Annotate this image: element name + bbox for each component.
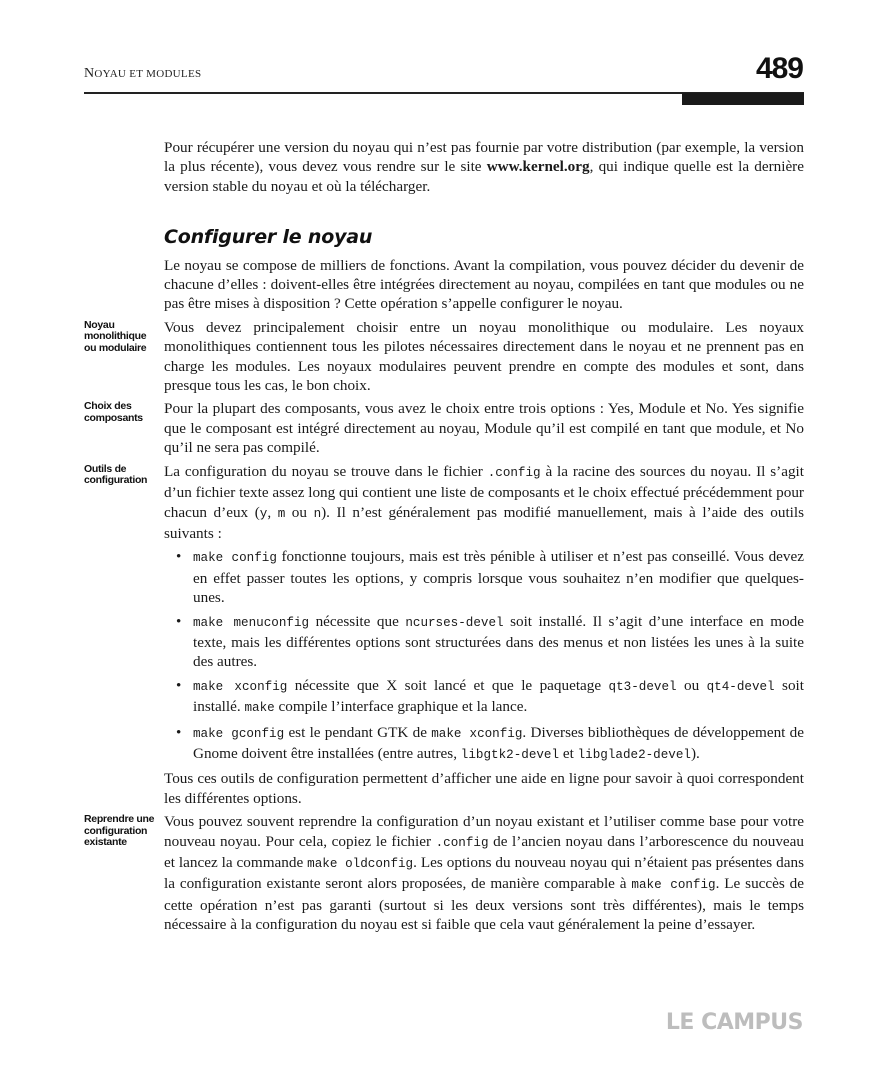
section-title: Configurer le noyau — [164, 226, 373, 249]
kernel-url: www.kernel.org — [486, 158, 590, 176]
margin-note-monolithique: Noyau monolithique ou modulaire — [84, 318, 147, 354]
block-monolithique — [84, 318, 804, 396]
intro-text-2: , qui indique quelle est la dernière version stable du noyau et où la télécharger. — [164, 158, 804, 195]
running-head-rest: OYAU ET MODULES — [94, 68, 202, 80]
block-choix — [84, 399, 804, 457]
paragraph-reprendre: Vous pouvez souvent reprendre la configuration d’un noyau existant et l’utiliser comme base pour votre nouveau noyau. Pour cela, copiez le fichier .config de l’ancien noyau dans l’arborescence du nouveau et lancez la commande make oldconfig. Les options du nouveau noyau qui n’étaient pas présentes dans la configuration existante seront alors proposées, de manière comparable à make config. Le succès de cette opération n’est pas garanti (surtout si les deux versions sont très différentes), mais le temps nécessaire à la configuration du noyau est si faible que cela vaut généralement la peine d’essayer. — [164, 813, 804, 934]
publisher-logo: LE CAMPUS — [665, 1010, 803, 1035]
section-paragraph-1: Le noyau se compose de milliers de fonctions. Avant la compilation, vous pouvez décider du devenir de chacune d’elles : doivent-elles être intégrées directement au noyau, compilées en tant que modules ou ne pas être mises à disposition ? Cette opération s’appelle configurer le noyau. — [164, 256, 804, 313]
bullet-icon: • — [176, 548, 182, 566]
page-body — [84, 138, 805, 935]
header-rule-block — [682, 93, 804, 105]
paragraph-tous: Tous ces outils de configuration permettent d’afficher une aide en ligne pour savoir à quoi correspondent les différentes options. — [164, 770, 804, 807]
block-outils — [84, 462, 805, 544]
paragraph-monolithique: Vous devez principalement choisir entre un noyau monolithique ou modulaire. Les noyaux monolithiques contiennent tous les pilotes nécessaires directement dans le noyau et ne prennent pas en charge les modules. Les noyaux modulaires peuvent prendre en compte des modules et sont, dans presque tous les cas, le bon choix. — [164, 318, 804, 395]
tools-list — [164, 547, 804, 765]
page-number: 489 — [755, 52, 803, 85]
margin-note-choix: Choix des composants — [84, 400, 143, 424]
bullet-icon: • — [176, 723, 182, 741]
running-head — [84, 66, 201, 82]
list-item: • make xconfig nécessite que X soit lancé et que le paquetage qt3-devel ou qt4-devel soit installé. make compile l’interface graphique et la lance. — [176, 676, 804, 716]
bullet-icon: • — [176, 676, 182, 694]
list-item: • make config fonctionne toujours, mais est très pénible à utiliser et n’est pas conseillé. Vous devez en effet passer toutes les options, y compris lorsque vous souhaitez n’en modifier que quelques-unes. — [176, 548, 804, 607]
margin-note-outils: Outils de configuration — [84, 462, 148, 487]
running-head-initial: N — [84, 66, 95, 81]
margin-note-reprendre: Reprendre une configuration existante — [84, 813, 155, 849]
intro-paragraph — [164, 138, 804, 196]
paragraph-outils: La configuration du noyau se trouve dans le fichier .config à la racine des sources du noyau. Il s’agit d’un fichier texte assez long qui contient une liste de composants et le choix effectué précédemment pour chacun d’eux (y, m ou n). Il n’est généralement pas modifié manuellement, mais à l’aide des outils suivants : — [164, 462, 805, 542]
paragraph-choix: Pour la plupart des composants, vous avez le choix entre trois options : Yes, Module et No. Yes signifie que le composant est intégré directement au noyau, Module qu’il est compilé en tant que module, et No qu’il ne sera pas compilé. — [164, 400, 804, 457]
intro-text-1: Pour récupérer une version du noyau qui n’est pas fournie par votre distribution (par exemple, la version la plus récente), vous devez vous rendre sur le site — [164, 139, 804, 176]
list-item: • make gconfig est le pendant GTK de make xconfig. Diverses bibliothèques de développement de Gnome doivent être installées (entre autres, libgtk2-devel et libglade2-devel). — [176, 723, 804, 762]
list-item: • make menuconfig nécessite que ncurses-devel soit installé. Il s’agit d’une interface en mode texte, mais les différentes options sont structurées dans des menus et non listées les unes à la suite des autres. — [176, 612, 804, 671]
block-reprendre — [84, 812, 804, 934]
bullet-icon: • — [176, 612, 182, 630]
code-config-file: .config — [487, 465, 541, 480]
